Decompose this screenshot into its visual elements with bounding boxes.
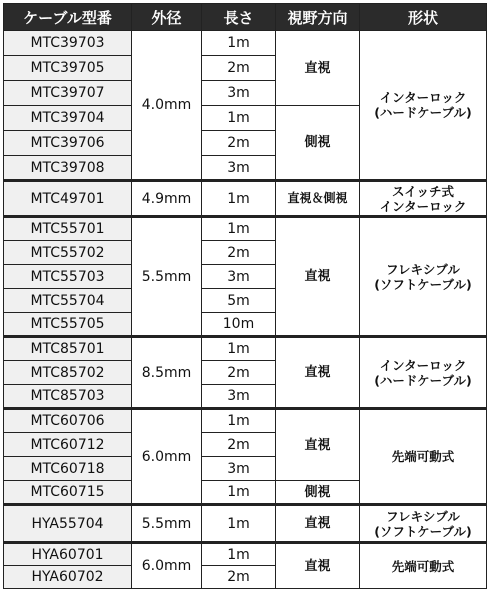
header-view-direction: 視野方向 xyxy=(276,4,360,31)
length-cell: 3m xyxy=(202,385,276,409)
shape-cell: インターロック (ハードケーブル) xyxy=(360,31,487,181)
model-cell: MTC39706 xyxy=(4,131,132,156)
length-cell: 2m xyxy=(202,241,276,265)
shape-cell: フレキシブル (ソフトケーブル) xyxy=(360,217,487,337)
shape-cell: 先端可動式 xyxy=(360,409,487,505)
model-cell: MTC60718 xyxy=(4,457,132,481)
length-cell: 2m xyxy=(202,131,276,156)
model-cell: MTC39705 xyxy=(4,56,132,81)
model-cell: HYA60702 xyxy=(4,566,132,589)
length-cell: 3m xyxy=(202,265,276,289)
table-body xyxy=(4,31,487,589)
model-cell: MTC39703 xyxy=(4,31,132,56)
model-cell: MTC55703 xyxy=(4,265,132,289)
model-cell: MTC60715 xyxy=(4,481,132,505)
model-cell: MTC39708 xyxy=(4,156,132,181)
length-cell: 1m xyxy=(202,181,276,217)
cable-spec-table xyxy=(3,3,487,589)
model-cell: MTC85701 xyxy=(4,337,132,361)
view-direction-cell: 側視 xyxy=(276,106,360,181)
outer-diameter-cell: 5.5mm xyxy=(132,217,202,337)
view-direction-cell: 側視 xyxy=(276,481,360,505)
model-cell: MTC85703 xyxy=(4,385,132,409)
length-cell: 2m xyxy=(202,56,276,81)
model-cell: MTC55704 xyxy=(4,289,132,313)
length-cell: 1m xyxy=(202,106,276,131)
model-cell: HYA60701 xyxy=(4,543,132,566)
model-cell: MTC39704 xyxy=(4,106,132,131)
length-cell: 3m xyxy=(202,457,276,481)
view-direction-cell: 直視 xyxy=(276,217,360,337)
length-cell: 10m xyxy=(202,313,276,337)
shape-cell: インターロック (ハードケーブル) xyxy=(360,337,487,409)
length-cell: 3m xyxy=(202,156,276,181)
table-header xyxy=(4,4,487,31)
length-cell: 1m xyxy=(202,481,276,505)
length-cell: 1m xyxy=(202,337,276,361)
length-cell: 1m xyxy=(202,505,276,543)
model-cell: MTC60706 xyxy=(4,409,132,433)
header-length: 長さ xyxy=(202,4,276,31)
view-direction-cell: 直視＆側視 xyxy=(276,181,360,217)
length-cell: 1m xyxy=(202,409,276,433)
table-row xyxy=(4,217,487,241)
table-row xyxy=(4,543,487,566)
model-cell: MTC85702 xyxy=(4,361,132,385)
header-outer-diameter: 外径 xyxy=(132,4,202,31)
length-cell: 2m xyxy=(202,433,276,457)
table-row xyxy=(4,505,487,543)
model-cell: MTC49701 xyxy=(4,181,132,217)
length-cell: 3m xyxy=(202,81,276,106)
header-row xyxy=(4,4,487,31)
model-cell: MTC39707 xyxy=(4,81,132,106)
length-cell: 1m xyxy=(202,217,276,241)
view-direction-cell: 直視 xyxy=(276,31,360,106)
model-cell: MTC55705 xyxy=(4,313,132,337)
length-cell: 1m xyxy=(202,543,276,566)
shape-cell: スイッチ式 インターロック xyxy=(360,181,487,217)
outer-diameter-cell: 4.0mm xyxy=(132,31,202,181)
length-cell: 2m xyxy=(202,361,276,385)
model-cell: MTC55702 xyxy=(4,241,132,265)
view-direction-cell: 直視 xyxy=(276,337,360,409)
shape-cell: 先端可動式 xyxy=(360,543,487,589)
model-cell: MTC55701 xyxy=(4,217,132,241)
length-cell: 1m xyxy=(202,31,276,56)
outer-diameter-cell: 4.9mm xyxy=(132,181,202,217)
view-direction-cell: 直視 xyxy=(276,409,360,481)
table-row xyxy=(4,31,487,56)
length-cell: 2m xyxy=(202,566,276,589)
table-row xyxy=(4,337,487,361)
outer-diameter-cell: 8.5mm xyxy=(132,337,202,409)
header-shape: 形状 xyxy=(360,4,487,31)
length-cell: 5m xyxy=(202,289,276,313)
outer-diameter-cell: 6.0mm xyxy=(132,409,202,505)
view-direction-cell: 直視 xyxy=(276,505,360,543)
view-direction-cell: 直視 xyxy=(276,543,360,589)
outer-diameter-cell: 5.5mm xyxy=(132,505,202,543)
model-cell: HYA55704 xyxy=(4,505,132,543)
outer-diameter-cell: 6.0mm xyxy=(132,543,202,589)
header-cable-model: ケーブル型番 xyxy=(4,4,132,31)
table-row xyxy=(4,181,487,217)
table-row xyxy=(4,409,487,433)
model-cell: MTC60712 xyxy=(4,433,132,457)
shape-cell: フレキシブル (ソフトケーブル) xyxy=(360,505,487,543)
